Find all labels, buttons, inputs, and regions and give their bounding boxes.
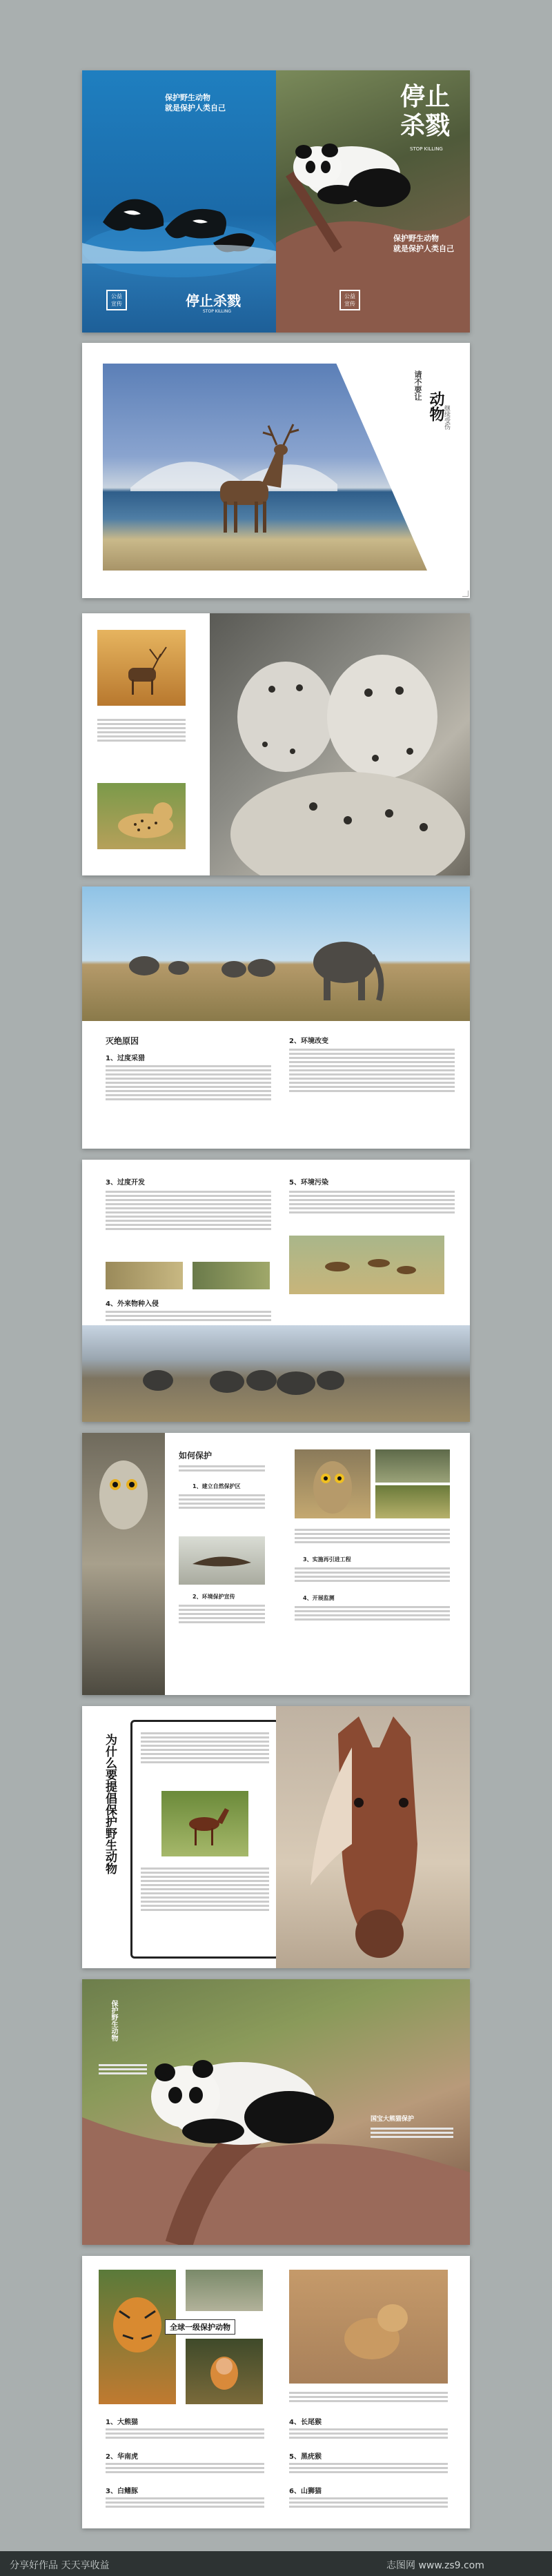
why-spread <box>82 1706 470 1968</box>
causes-spread <box>82 1160 470 1422</box>
panda-photo <box>276 70 470 333</box>
hawk-thumb <box>179 1536 265 1585</box>
page-corner <box>462 591 469 597</box>
protected-item-2: 2、华南虎 <box>106 2453 138 2461</box>
deer-sub-title: 继续受伤 <box>443 405 450 430</box>
snow-leopard-illustration <box>210 613 470 875</box>
left-slogan-line-2: 就是保护人类自己 <box>165 103 226 112</box>
panda-tree-photo <box>82 1979 470 2245</box>
elk-icon <box>97 630 186 706</box>
right-title-line-2: 杀戮 <box>400 112 451 140</box>
protect-item-4: 4、开展监测 <box>303 1595 335 1601</box>
extinction-heading: 灭绝原因 <box>106 1036 139 1046</box>
deer-spread <box>82 343 470 598</box>
protected-intro-right <box>289 2390 448 2404</box>
owl-thumb-2 <box>375 1449 450 1483</box>
antelope-illustration <box>289 1236 444 1294</box>
left-slogan <box>165 92 226 113</box>
monkey-thumb-2 <box>186 2339 263 2404</box>
protected-text-1 <box>106 2426 264 2441</box>
cause-text-3 <box>106 1189 271 1232</box>
protect-text-1 <box>179 1492 265 1511</box>
owl-thumb-1 <box>295 1449 371 1518</box>
cheetah-thumb <box>97 783 186 849</box>
deer-big-title: 动物 <box>427 391 444 422</box>
deer-illustration <box>103 364 427 571</box>
deer-photo <box>103 364 427 571</box>
protected-spread <box>82 2256 470 2528</box>
protected-item-3: 3、白鳍豚 <box>106 2488 138 2495</box>
owl-icon-1 <box>295 1449 371 1518</box>
right-slogan <box>393 233 454 254</box>
protected-item-5: 5、黑疣猴 <box>289 2453 322 2461</box>
elk-thumb <box>97 630 186 706</box>
herd-illustration <box>82 1325 470 1422</box>
protected-label: 全球一级保护动物 <box>165 2319 235 2335</box>
protected-item-1: 1、大熊猫 <box>106 2419 138 2426</box>
panda-side-text <box>99 2062 147 2077</box>
savanna-photo <box>82 886 470 1021</box>
protect-text-4 <box>295 1604 450 1623</box>
extinction-item-2: 2、环境改变 <box>289 1038 328 1045</box>
why-text-2 <box>141 1865 269 1913</box>
protected-text-6 <box>289 2495 448 2510</box>
horse-illustration <box>276 1706 470 1968</box>
extinction-text-2 <box>289 1047 455 1094</box>
orca-photo <box>82 70 276 333</box>
cover-spread <box>82 70 470 333</box>
protected-item-4: 4、长尾猴 <box>289 2419 322 2426</box>
leopard-spread <box>82 613 470 875</box>
elephants-illustration <box>82 886 470 1021</box>
extinction-text-1 <box>106 1063 271 1102</box>
foal-photo <box>161 1791 248 1856</box>
protected-text-4 <box>289 2426 448 2441</box>
horse-photo <box>276 1706 470 1968</box>
leopard-text-block <box>97 717 186 744</box>
antelope-photo <box>289 1236 444 1294</box>
cause-item-4: 4、外来物种入侵 <box>106 1300 159 1308</box>
right-title-line-1: 停止 <box>400 83 451 111</box>
panda-caption: 国宝大熊猫保护 <box>371 2116 415 2123</box>
protect-text-3 <box>295 1565 450 1584</box>
panda-tree-illustration <box>82 1979 470 2245</box>
right-slogan-line-2: 就是保护人类自己 <box>393 244 454 253</box>
foal-icon <box>161 1791 248 1856</box>
lion-icon <box>289 2270 448 2384</box>
cheetah-icon <box>97 783 186 849</box>
protected-item-6: 6、山狮猫 <box>289 2488 322 2495</box>
extinction-item-1: 1、过度采猎 <box>106 1055 145 1062</box>
monkey-thumb-1 <box>186 2270 263 2311</box>
why-text-1 <box>141 1730 269 1765</box>
footer-right-text: 志图网 www.zs9.com <box>386 2560 484 2571</box>
watermark-footer <box>0 2551 552 2576</box>
left-title: 停止杀戮 <box>186 293 241 309</box>
cause-item-5: 5、环境污染 <box>289 1179 328 1187</box>
deer-vertical-title: 请不要让 <box>413 370 422 401</box>
tiger-icon <box>99 2270 176 2404</box>
right-en: STOP KILLING <box>410 146 443 152</box>
protect-heading: 如何保护 <box>179 1451 213 1460</box>
left-badge: 公益宣传 <box>106 290 127 310</box>
left-en: STOP KILLING <box>203 309 232 314</box>
protect-item-3: 3、实施再引进工程 <box>303 1556 351 1563</box>
why-vertical-title: 为什么要提倡保护野生动物 <box>103 1734 117 1874</box>
right-slogan-line-1: 保护野生动物 <box>393 234 439 243</box>
panda-caption-text <box>371 2126 453 2140</box>
hawk-icon <box>179 1536 265 1585</box>
protect-item-1: 1、建立自然保护区 <box>193 1483 241 1489</box>
protect-text-3a <box>295 1527 450 1545</box>
protect-text-2 <box>179 1603 265 1625</box>
right-title <box>400 83 450 141</box>
panda-spread <box>82 1979 470 2245</box>
cause-item-3: 3、过度开发 <box>106 1179 145 1187</box>
tiger-photo <box>99 2270 176 2404</box>
protect-spread <box>82 1433 470 1695</box>
footer-left-text: 分享好作品 天天享收益 <box>10 2560 110 2571</box>
protected-text-2 <box>106 2461 264 2475</box>
protected-text-5 <box>289 2461 448 2475</box>
protected-text-3 <box>106 2495 264 2510</box>
cause-text-5 <box>289 1189 455 1216</box>
cause-thumb-1 <box>106 1262 183 1289</box>
right-badge: 公益宣传 <box>339 290 360 310</box>
why-content-box <box>130 1720 279 1959</box>
owl-thumb-3 <box>375 1485 450 1518</box>
left-slogan-line-1: 保护野生动物 <box>165 93 210 102</box>
owl-strip-photo <box>82 1433 165 1695</box>
cause-thumb-2 <box>193 1262 270 1289</box>
protect-intro <box>179 1463 265 1474</box>
monkey-icon <box>186 2339 263 2404</box>
snow-leopard-photo <box>210 613 470 875</box>
herd-photo <box>82 1325 470 1422</box>
protect-item-2: 2、环境保护宣传 <box>193 1594 235 1600</box>
cause-text-4 <box>106 1309 271 1323</box>
elephant-spread <box>82 886 470 1149</box>
lion-photo <box>289 2270 448 2384</box>
panda-side-label: 保护野生动物 <box>110 2000 117 2041</box>
owl-strip-illustration <box>82 1433 165 1695</box>
